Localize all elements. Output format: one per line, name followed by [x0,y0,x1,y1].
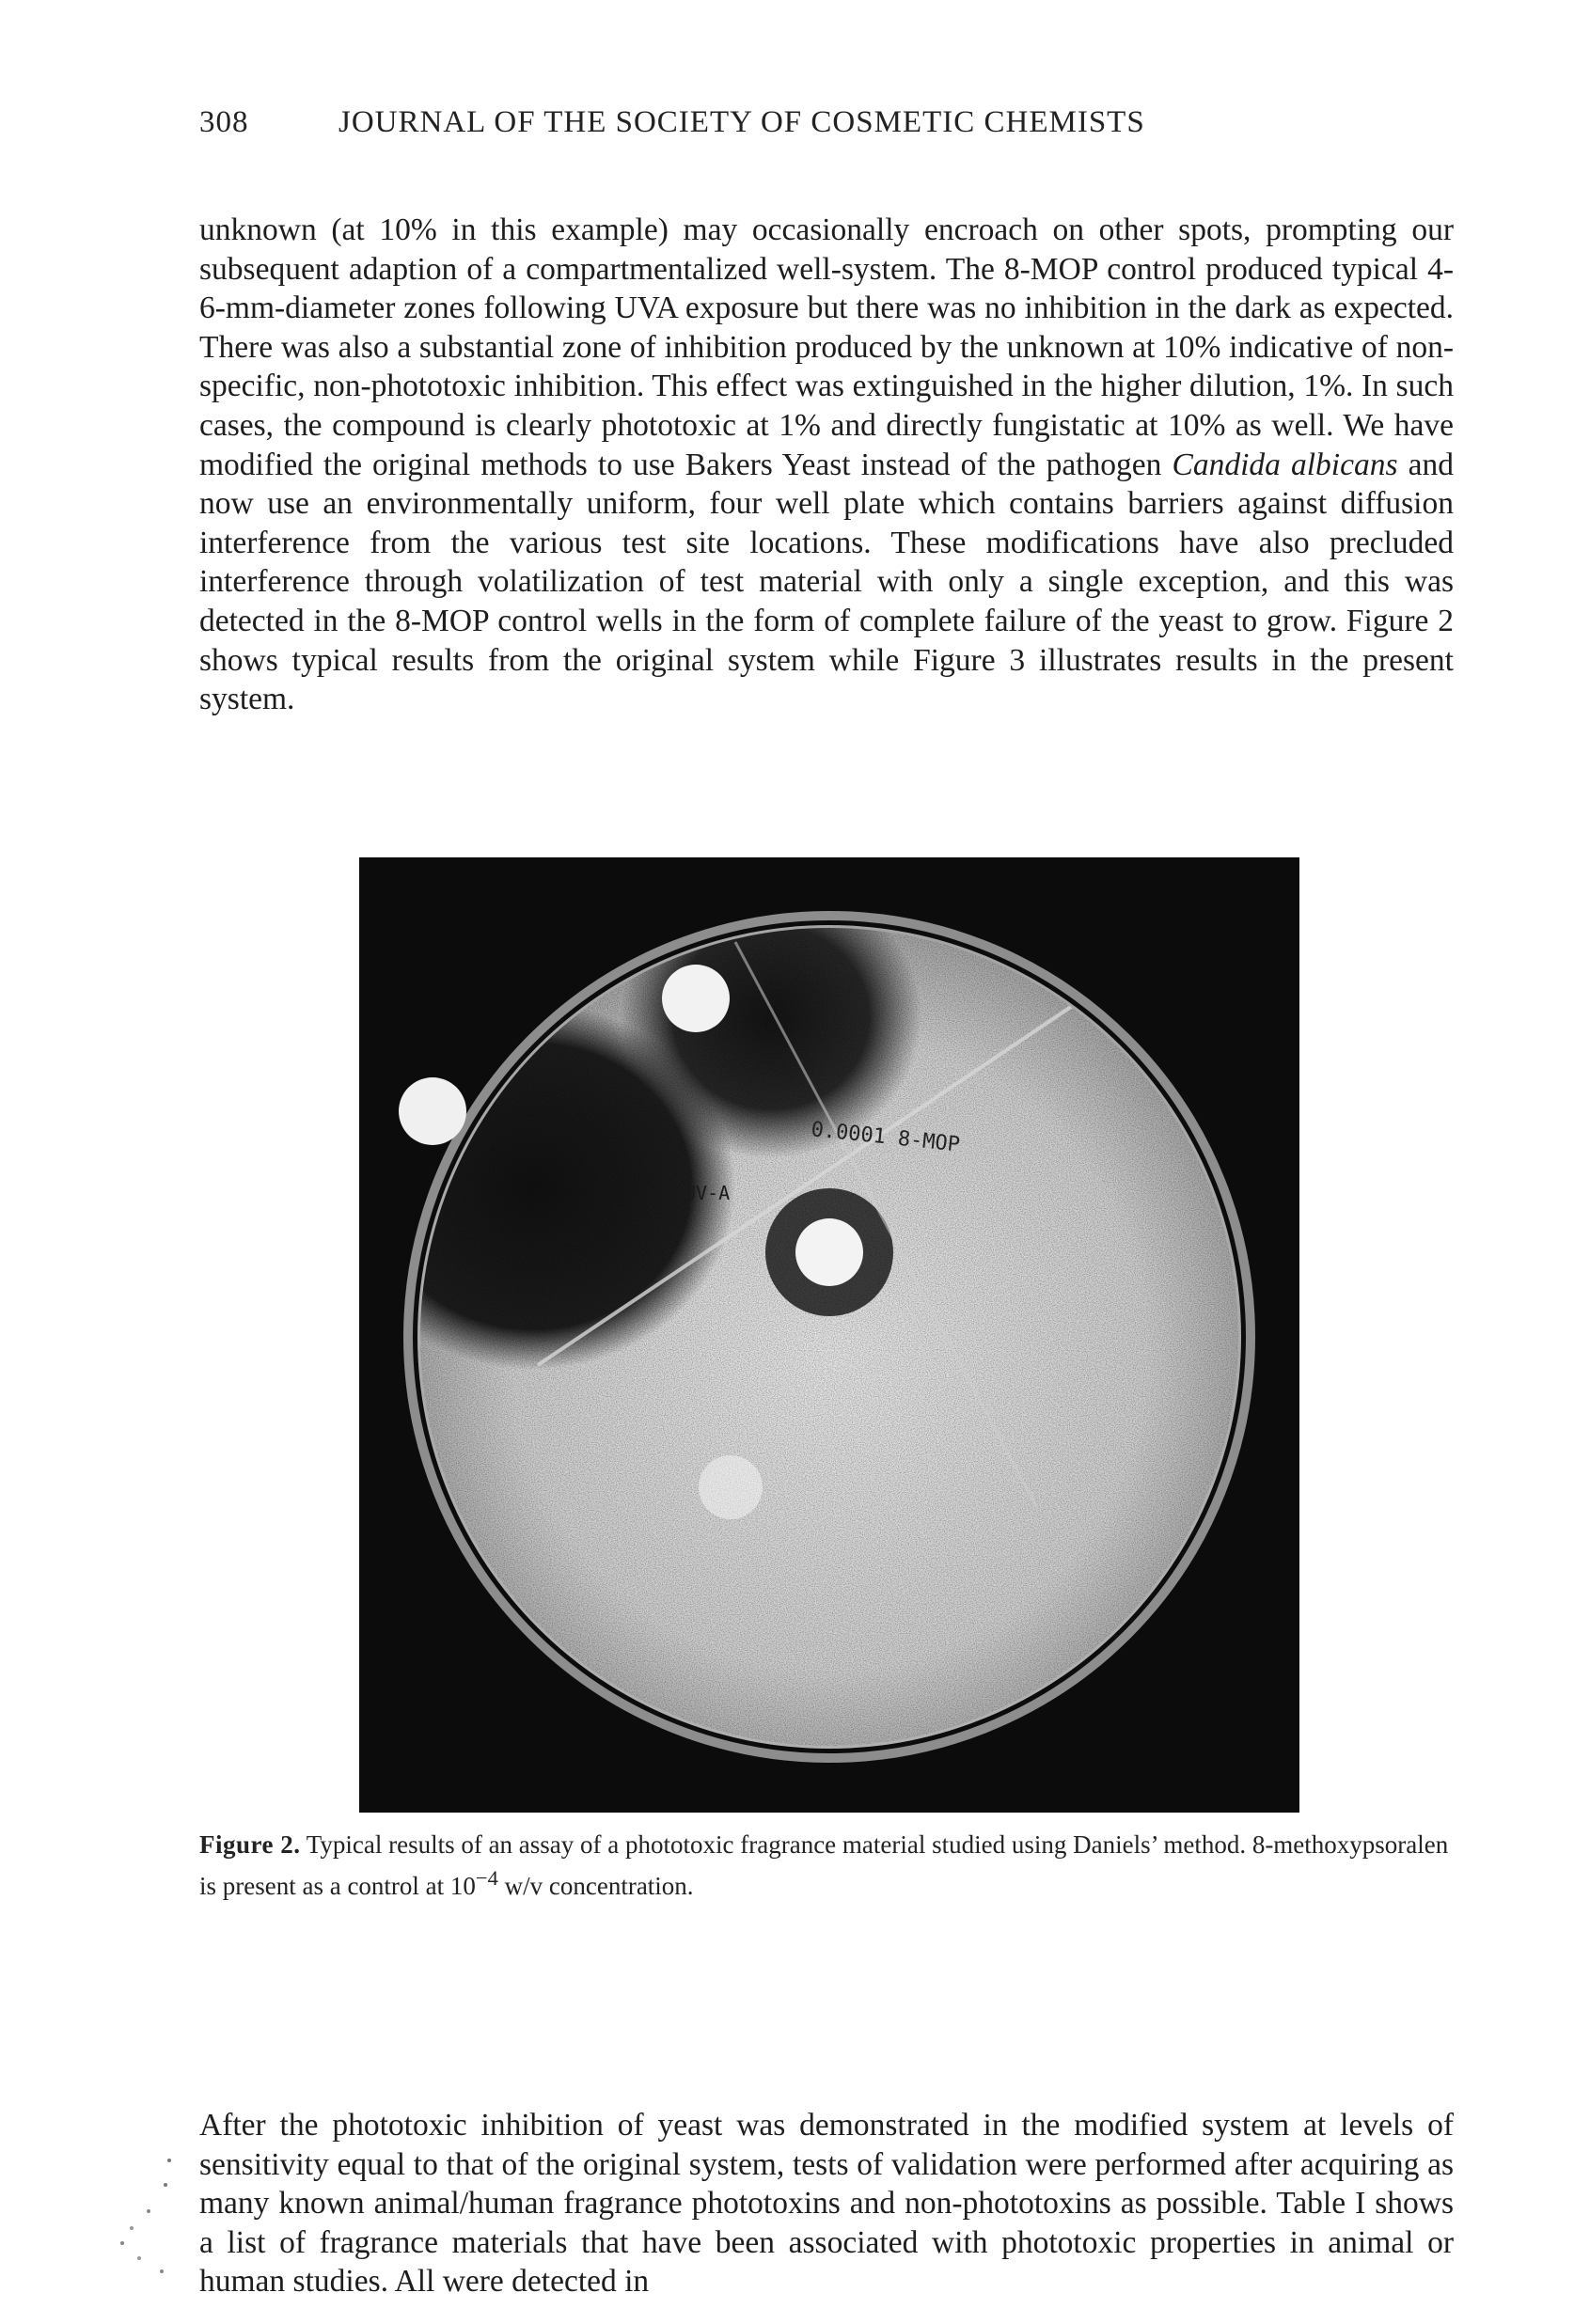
figure-caption [199,1829,1454,1903]
caption-exponent: −4 [475,1866,498,1890]
test-disc-bottom [699,1455,763,1519]
species-name: Candida albicans [1172,447,1398,482]
petri-dish-image [359,857,1299,1813]
page-number: 308 [199,105,249,139]
caption-text-b: w/v concentration. [497,1872,694,1900]
uv-label: UV-A [685,1182,731,1204]
test-disc-left [399,1077,466,1145]
body-paragraph-1 [199,211,1454,719]
paragraph-1-text-b: and now use an environmentally uniform, four well plate which contains barriers against diffusion interference from the various test site locations. These modifications have also precluded interference through volatilization of test material with only a single exception, and this was detected in the 8-MOP control wells in the form of complete failure of the yeast to grow. Figure 2 shows typical results from the original system while Figure 3 illustrates results in the present system. [199,447,1454,717]
figure-label: Figure 2. [199,1830,301,1859]
concentration-label: 0.0001 8-MOP [810,1118,962,1157]
test-disc-top [662,965,730,1032]
figure-2-photograph [359,857,1299,1813]
caption-text-a: Typical results of an assay of a phototoxic fragrance material studied using Daniels’ method. 8-methoxypsoralen is present as a control at 10 [199,1830,1449,1900]
running-header [199,105,1384,154]
body-paragraph-2: After the phototoxic inhibition of yeast was demonstrated in the modified system at levels of sensitivity equal to that of the original system, tests of validation were performed after acquiring as many known animal/human fragrance phototoxins and non-phototoxins as possible. Table I shows a list of fragrance materials that have been associated with phototoxic properties in animal or human studies. All were detected in [199,2108,1454,2300]
journal-title: JOURNAL OF THE SOCIETY OF COSMETIC CHEMISTS [338,105,1145,139]
stray-specks [111,2153,186,2285]
paragraph-1-text-a: unknown (at 10% in this example) may occasionally encroach on other spots, prompting our subsequent adaption of a compartmentalized well-system. The 8-MOP control produced typical 4-6-mm-diameter zones following UVA exposure but there was no inhibition in the dark as expected. There was also a substantial zone of inhibition produced by the unknown at 10% indicative of non-specific, non-phototoxic inhibition. This effect was extinguished in the higher dilution, 1%. In such cases, the compound is clearly phototoxic at 1% and directly fungistatic at 10% as well. We have modified the original methods to use Bakers Yeast instead of the pathogen [199,212,1454,482]
test-disc-right [795,1218,863,1286]
